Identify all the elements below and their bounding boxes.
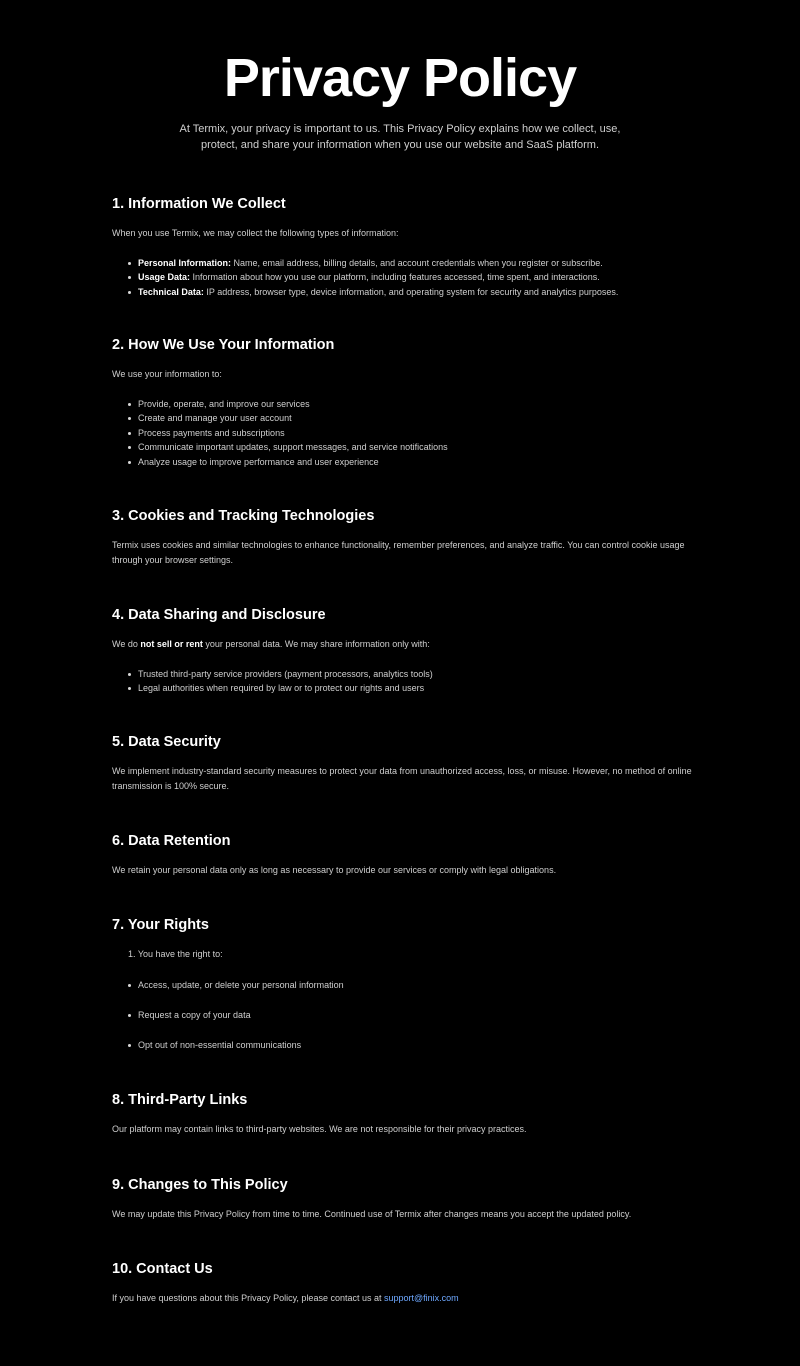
section-contact-us	[112, 1258, 702, 1306]
item-label: Technical Data:	[138, 286, 204, 297]
page-header	[0, 46, 800, 153]
item-text: IP address, browser type, device information, and operating system for security and analytics purposes.	[203, 286, 619, 297]
page-title: Privacy Policy	[223, 48, 577, 108]
section-intro: When you use Termix, we may collect the following types of information:	[112, 228, 399, 238]
list-item: Opt out of non-essential communications	[128, 1038, 702, 1053]
section-title: 9. Changes to This Policy	[112, 1177, 288, 1193]
section-title: 7. Your Rights	[112, 917, 209, 933]
section-information-we-collect	[112, 193, 702, 299]
list-item: Trusted third-party service providers (payment processors, analytics tools)	[128, 667, 702, 682]
section-your-rights	[112, 914, 702, 1069]
section-title: 6. Data Retention	[112, 833, 231, 849]
section-data-security	[112, 731, 702, 793]
item-text: Information about how you use our platform, including features accessed, time spent, and interactions.	[190, 272, 600, 283]
page-intro: At Termix, your privacy is important to us. This Privacy Policy explains how we collect, use, protect, and share your information when you use our website and SaaS platform.	[179, 123, 621, 151]
section-intro	[112, 637, 702, 652]
section-text: We implement industry-standard security measures to protect your data from unauthorized access, loss, or misuse. However, no method of online transmission is 100% secure.	[112, 766, 692, 791]
list-item: Process payments and subscriptions	[128, 426, 702, 441]
rights-list	[112, 978, 702, 1053]
list-item	[128, 270, 702, 285]
list-item	[128, 256, 702, 271]
section-intro: 1. You have the right to:	[128, 949, 223, 959]
item-label: Usage Data:	[138, 272, 191, 283]
intro-text: your personal data. We may share information only with:	[202, 639, 430, 649]
list-item: Communicate important updates, support messages, and service notifications	[128, 440, 702, 455]
list-item: Analyze usage to improve performance and user experience	[128, 455, 702, 470]
section-text: Our platform may contain links to third-party websites. We are not responsible for their privacy practices.	[112, 1124, 527, 1134]
section-data-retention	[112, 830, 702, 878]
section-text: Termix uses cookies and similar technologies to enhance functionality, remember preferences, and analyze traffic. You can control cookie usage through your browser settings.	[112, 540, 685, 565]
list-item: Request a copy of your data	[128, 1008, 702, 1023]
list-item: Create and manage your user account	[128, 411, 702, 426]
list-item: Provide, operate, and improve our services	[128, 397, 702, 412]
list-item: Access, update, or delete your personal information	[128, 978, 702, 993]
section-cookies	[112, 505, 702, 567]
list-item	[128, 285, 702, 300]
section-policy-changes	[112, 1174, 702, 1222]
contact-text: If you have questions about this Privacy Policy, please contact us at	[112, 1293, 384, 1303]
section-title: 4. Data Sharing and Disclosure	[112, 607, 326, 623]
intro-emphasis: not sell or rent	[140, 639, 203, 649]
item-text: Name, email address, billing details, and account credentials when you register or subscribe.	[231, 257, 603, 268]
section-text: We may update this Privacy Policy from time to time. Continued use of Termix after changes means you accept the updated policy.	[112, 1209, 632, 1219]
sharing-list	[112, 667, 702, 696]
section-data-sharing	[112, 604, 702, 696]
section-text	[112, 1291, 702, 1306]
section-third-party-links	[112, 1089, 702, 1137]
support-email-link[interactable]: support@finix.com	[383, 1293, 459, 1303]
section-title: 3. Cookies and Tracking Technologies	[112, 508, 375, 524]
item-label: Personal Information:	[138, 257, 232, 268]
intro-text: We do	[112, 639, 141, 649]
section-intro: We use your information to:	[112, 369, 222, 379]
list-item: Legal authorities when required by law or to protect our rights and users	[128, 681, 702, 696]
usage-list	[112, 397, 702, 470]
collected-info-list	[112, 256, 702, 300]
section-title: 2. How We Use Your Information	[112, 337, 335, 353]
section-title: 8. Third-Party Links	[112, 1092, 248, 1108]
section-title: 10. Contact Us	[112, 1261, 213, 1277]
section-how-we-use	[112, 334, 702, 469]
section-title: 1. Information We Collect	[112, 196, 286, 212]
section-text: We retain your personal data only as long as necessary to provide our services or comply with legal obligations.	[112, 865, 557, 875]
section-title: 5. Data Security	[112, 734, 221, 750]
